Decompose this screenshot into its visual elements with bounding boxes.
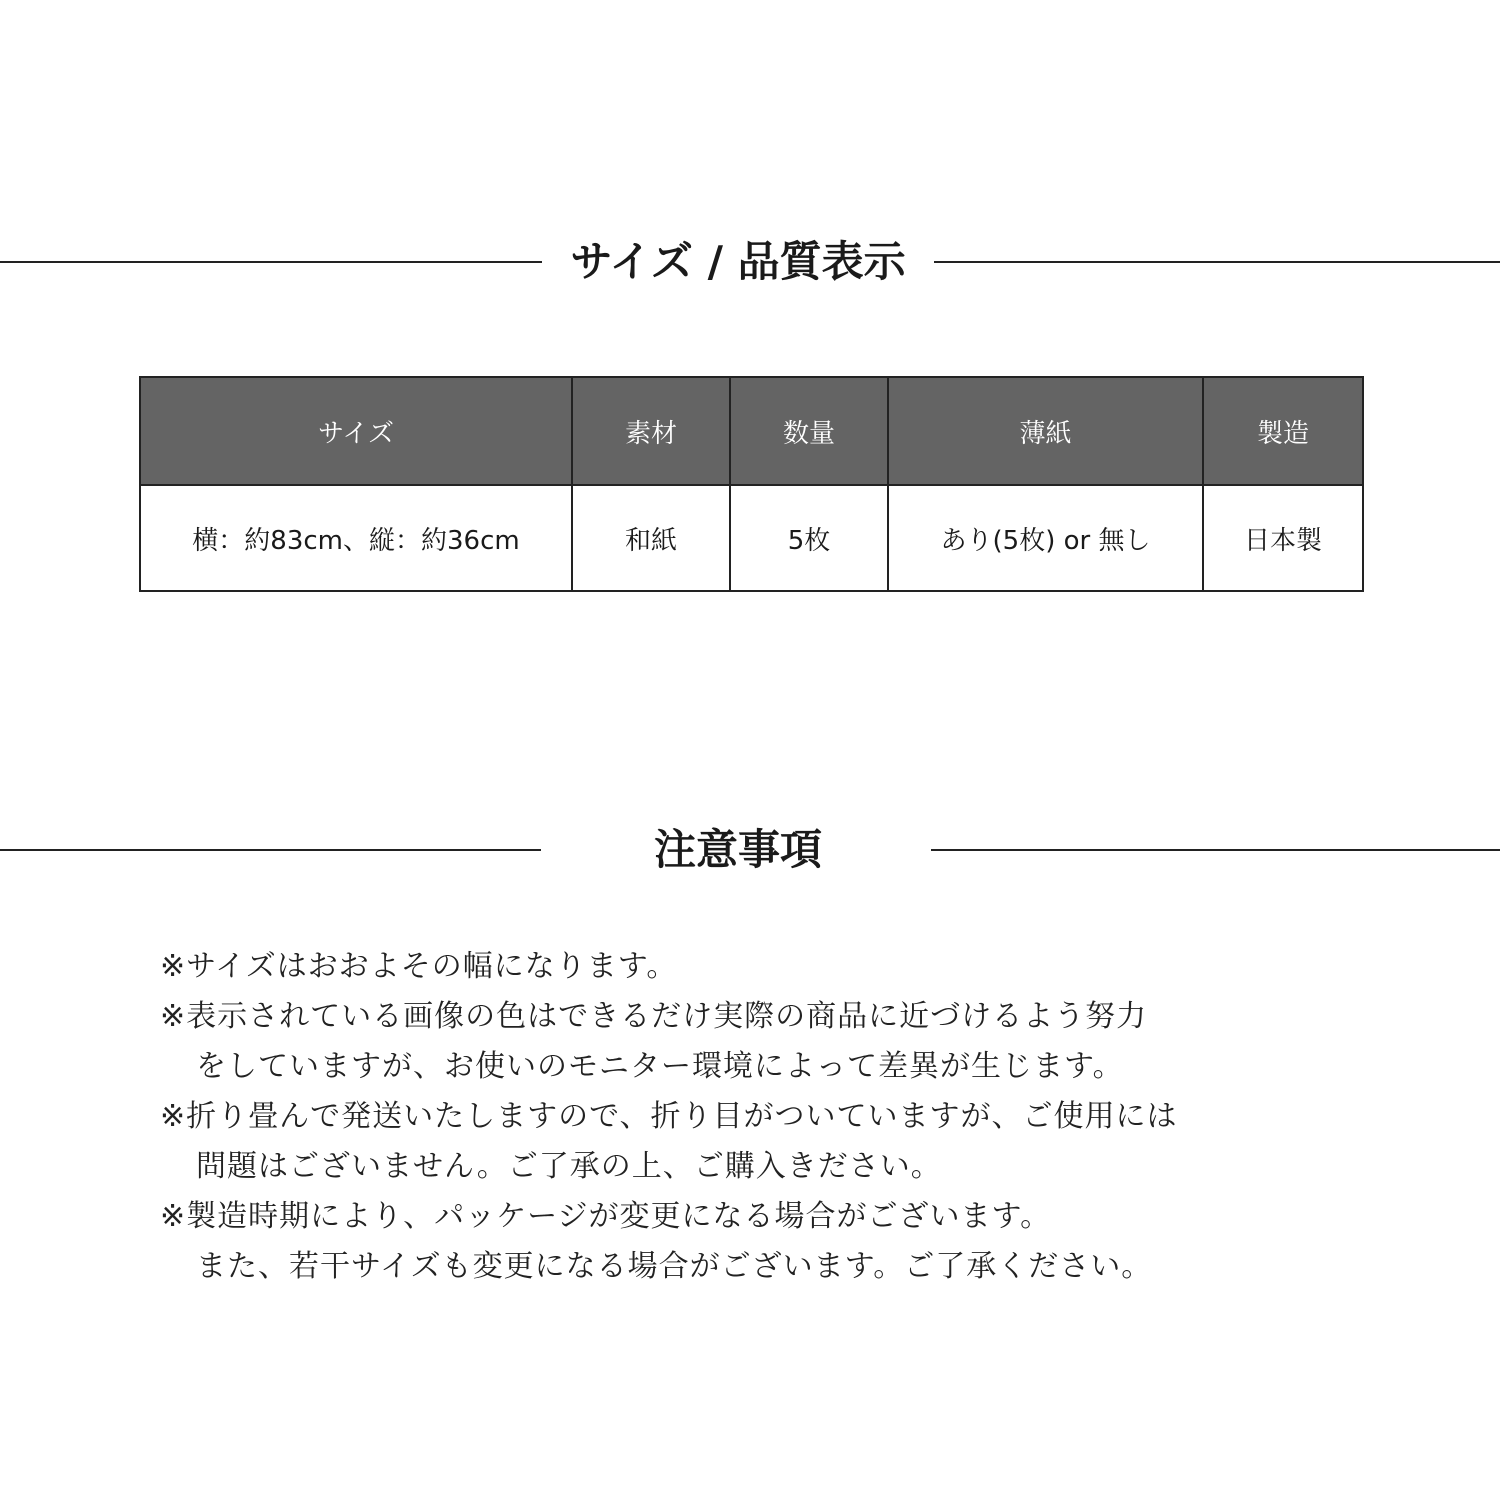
note-line: ※製造時期により、パッケージが変更になる場合がございます。 bbox=[160, 1199, 1052, 1234]
note-line-continued: をしていますが、お使いのモニター環境によって差異が生じます。 bbox=[196, 1049, 1124, 1084]
header-cell-material: 素材 bbox=[572, 377, 730, 485]
header-cell-tissue-paper: 薄紙 bbox=[888, 377, 1203, 485]
note-item bbox=[160, 1092, 1380, 1192]
cell-size-value: 横：約83cm、縦：約36cm bbox=[140, 485, 572, 591]
size-quality-header bbox=[0, 232, 1500, 292]
note-line: ※折り畳んで発送いたしますので、折り目がついていますが、ご使用には bbox=[160, 1099, 1178, 1134]
notes-list bbox=[160, 942, 1380, 1292]
note-item bbox=[160, 992, 1380, 1092]
cell-tissue-paper-value: あり(5枚) or 無し bbox=[888, 485, 1203, 591]
header-rule-left bbox=[0, 849, 541, 851]
header-rule-right bbox=[934, 261, 1500, 263]
note-line: ※表示されている画像の色はできるだけ実際の商品に近づけるよう努力 bbox=[160, 999, 1148, 1034]
spec-table bbox=[139, 376, 1364, 592]
note-line-continued: また、若干サイズも変更になる場合がございます。ご了承ください。 bbox=[196, 1249, 1153, 1284]
size-quality-title: サイズ / 品質表示 bbox=[570, 237, 906, 286]
header-rule-right bbox=[931, 849, 1500, 851]
header-cell-manufacture: 製造 bbox=[1203, 377, 1363, 485]
header-rule-left bbox=[0, 261, 542, 263]
notes-title: 注意事項 bbox=[653, 825, 822, 874]
spec-table-row bbox=[140, 485, 1363, 591]
note-line: ※サイズはおおよその幅になります。 bbox=[160, 949, 678, 984]
note-item bbox=[160, 1192, 1380, 1292]
cell-material-value: 和紙 bbox=[572, 485, 730, 591]
cell-quantity-value: 5枚 bbox=[730, 485, 888, 591]
note-line-continued: 問題はございません。ご了承の上、ご購入きださい。 bbox=[196, 1149, 942, 1184]
spec-table-header-row bbox=[140, 377, 1363, 485]
header-cell-size: サイズ bbox=[140, 377, 572, 485]
cell-manufacture-value: 日本製 bbox=[1203, 485, 1363, 591]
header-cell-quantity: 数量 bbox=[730, 377, 888, 485]
note-item bbox=[160, 942, 1380, 992]
notes-header bbox=[0, 820, 1500, 880]
